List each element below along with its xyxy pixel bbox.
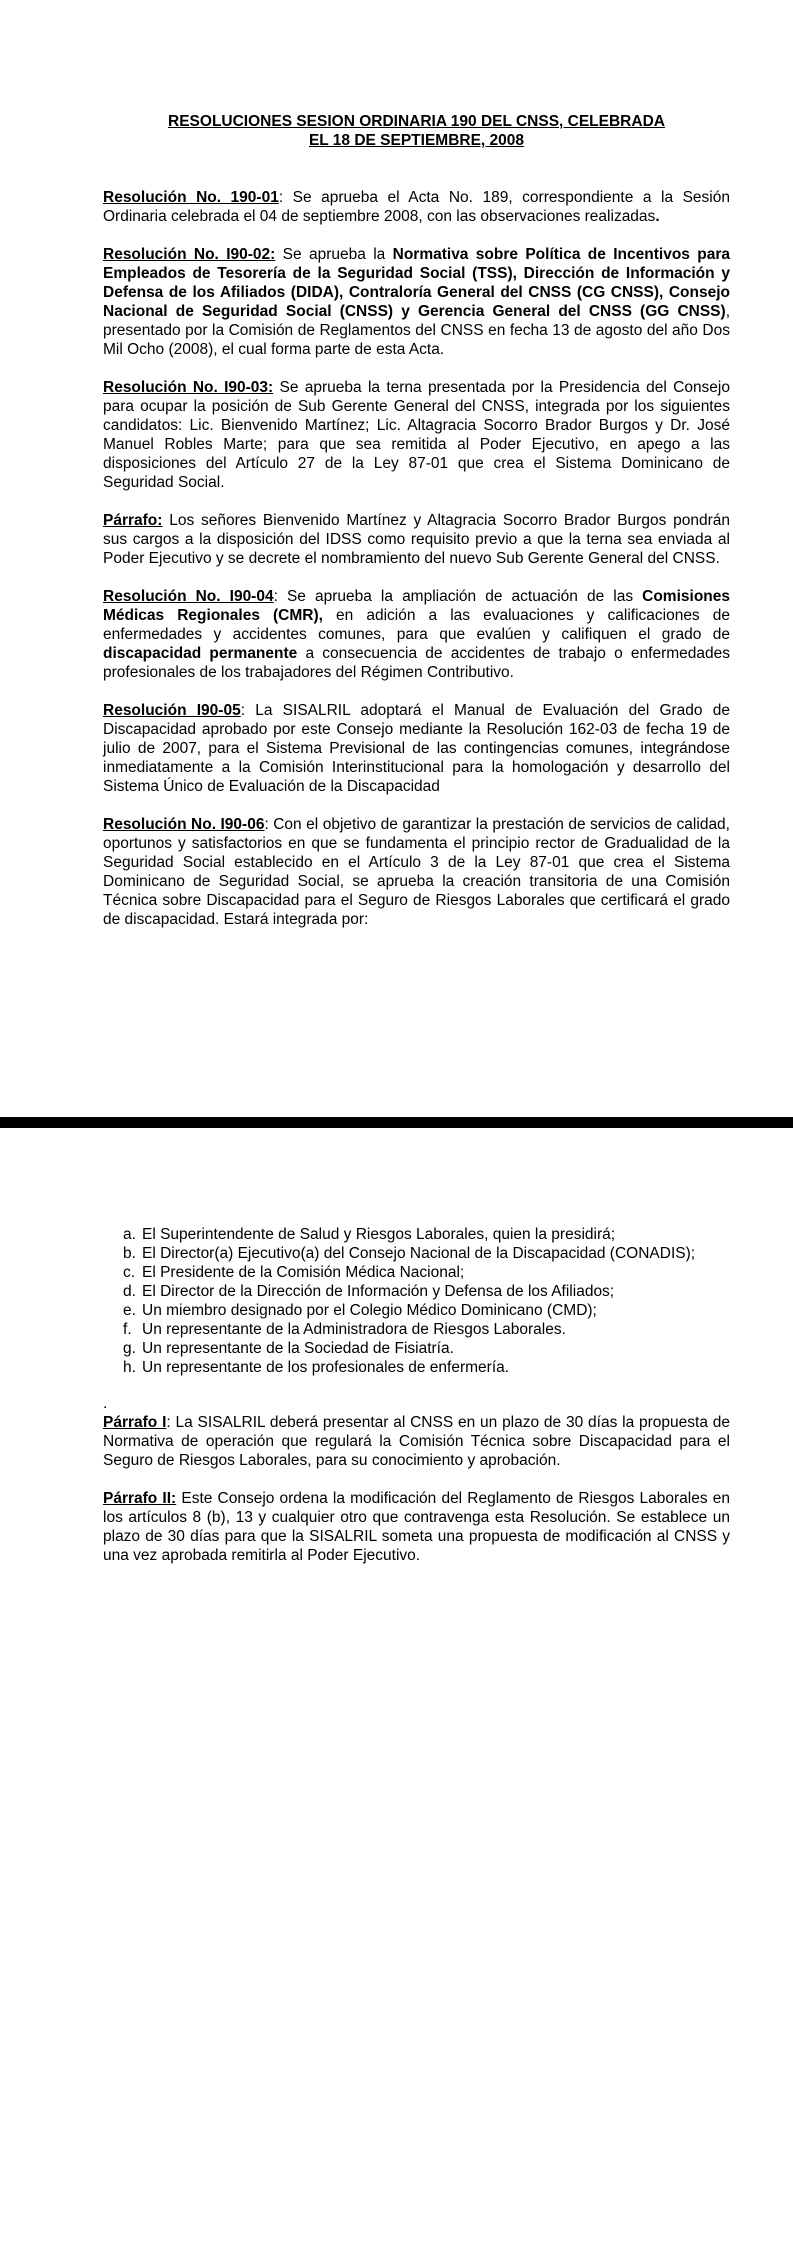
commission-member-c: El Presidente de la Comisión Médica Nacional; <box>142 1264 465 1281</box>
parrafo-r03-heading: Párrafo: <box>103 512 163 529</box>
commission-member-h: Un representante de los profesionales de enfermería. <box>142 1359 510 1376</box>
parrafo-i-body: : La SISALRIL deberá presentar al CNSS en un plazo de 30 días la propuesta de Normativa de operación que regulará la Comisión Técnica sobre Discapacidad para el Seguro de Riesgos Laborales, para su conocimiento y aprobación. <box>103 1414 730 1469</box>
resolution-190-01-heading: Resolución No. 190-01 <box>103 189 279 206</box>
resolution-190-04-mid: en adición a las evaluaciones y calificaciones de enfermedades y accidentes comunes, para que evalúen y califiquen el grado de <box>103 607 731 643</box>
parrafo-r03-body: Los señores Bienvenido Martínez y Altagracia Socorro Brador Burgos pondrán sus cargos a la disposición del IDSS como requisito previo a que la terna sea enviada al Poder Ejecutivo y se decrete el nombramiento del nuevo Sub Gerente General del CNSS. <box>103 512 730 567</box>
parrafo-i-paragraph <box>103 1413 730 1470</box>
stray-period: . <box>103 1395 108 1412</box>
resolution-190-02-bold-text: Normativa sobre Política de Incentivos para Empleados de Tesorería de la Seguridad Social (TSS), Dirección de Información y Defensa de los Afiliados (DIDA), Contraloría General del CNSS (CG CNSS), Consejo Nacional de Seguridad Social (CNSS) y Gerencia General del CNSS (GG CNSS) <box>103 246 730 320</box>
title-line-1: RESOLUCIONES SESION ORDINARIA 190 DEL CNSS, CELEBRADA <box>168 113 665 130</box>
parrafo-ii-paragraph <box>103 1489 730 1565</box>
resolution-190-04-lead: : Se aprueba la ampliación de actuación de las <box>273 588 643 605</box>
commission-member-d: El Director de la Dirección de Información y Defensa de los Afiliados; <box>142 1283 615 1300</box>
commission-member-g: Un representante de la Sociedad de Fisiatría. <box>142 1340 454 1357</box>
resolution-190-03-body: Se aprueba la terna presentada por la Presidencia del Consejo para ocupar la posición de Sub Gerente General del CNSS, integrada por los siguientes candidatos: Lic. Bienvenido Martínez; Lic. Altagracia Socorro Brador Burgos y Dr. José Manuel Robles Marte; para que sea remitida al Poder Ejecutivo, en apego a las disposiciones del Artículo 27 de la Ley 87-01 que crea el Sistema Dominicano de Seguridad Social. <box>103 379 730 491</box>
parrafo-ii-heading: Párrafo II: <box>103 1490 177 1507</box>
resolution-190-03-heading: Resolución No. I90-03: <box>103 379 274 396</box>
commission-member-f: Un representante de la Administradora de Riesgos Laborales. <box>142 1321 566 1338</box>
parrafo-i-heading: Párrafo I <box>103 1414 167 1431</box>
resolution-190-01-paragraph <box>103 188 730 226</box>
title-line-2-wrap <box>103 131 730 150</box>
resolution-190-04-bold-cmr: Comisiones Médicas Regionales (CMR), <box>103 588 730 624</box>
title-line-2: EL 18 DE SEPTIEMBRE, 2008 <box>308 132 525 149</box>
resolution-190-03-paragraph <box>103 378 730 492</box>
title-line-1-wrap <box>103 112 730 131</box>
commission-members-list <box>103 1225 730 1377</box>
page-2-content <box>103 1225 730 1584</box>
resolution-190-06-body: : Con el objetivo de garantizar la prestación de servicios de calidad, oportunos y satisfactorios en que se fundamenta el principio rector de Gradualidad de la Seguridad Social establecido en el Artículo 3 de la Ley 87-01 que crea el Sistema Dominicano de Seguridad Social, se aprueba la creación transitoria de una Comisión Técnica sobre Discapacidad para el Seguro de Riesgos Laborales que certificará el grado de discapacidad. Estará integrada por: <box>103 816 730 928</box>
resolution-190-05-paragraph <box>103 701 730 796</box>
resolution-190-02-paragraph <box>103 245 730 359</box>
resolution-190-01-tail: . <box>655 208 660 225</box>
commission-member-e: Un miembro designado por el Colegio Médico Dominicano (CMD); <box>142 1302 597 1319</box>
resolution-190-04-bold-discapacidad: discapacidad permanente <box>103 645 298 662</box>
resolution-190-02-heading: Resolución No. I90-02: <box>103 246 276 263</box>
resolution-190-01-body: : Se aprueba el Acta No. 189, correspondiente a la Sesión Ordinaria celebrada el 04 de septiembre 2008, con las observaciones realizadas <box>103 189 730 225</box>
resolution-190-05-body: : La SISALRIL adoptará el Manual de Evaluación del Grado de Discapacidad aprobado por este Consejo mediante la Resolución 162-03 de fecha 19 de julio de 2007, para el Sistema Previsional de las contingencias comunes, integrándose inmediatamente a la Comisión Interinstitucional para la homologación y desarrollo del Sistema Único de Evaluación de la Discapacidad <box>103 702 730 795</box>
parrafo-r03-paragraph <box>103 511 730 568</box>
resolution-190-05-heading: Resolución I90-05 <box>103 702 241 719</box>
commission-member-b: El Director(a) Ejecutivo(a) del Consejo Nacional de la Discapacidad (CONADIS); <box>142 1245 696 1262</box>
resolution-190-04-paragraph <box>103 587 730 682</box>
commission-member-a: El Superintendente de Salud y Riesgos Laborales, quien la presidirá; <box>142 1226 616 1243</box>
page-break-bar <box>0 1117 793 1128</box>
resolution-190-06-heading: Resolución No. I90-06 <box>103 816 265 833</box>
parrafo-ii-body: Este Consejo ordena la modificación del Reglamento de Riesgos Laborales en los artículos 8 (b), 13 y cualquier otro que contravenga esta Resolución. Se establece un plazo de 30 días para que la SISALRIL someta una propuesta de modificación al CNSS y una vez aprobada remitirla al Poder Ejecutivo. <box>103 1490 730 1564</box>
document-title <box>103 112 730 150</box>
resolution-190-06-paragraph <box>103 815 730 929</box>
page-1-content <box>103 112 730 948</box>
resolution-190-04-rest: a consecuencia de accidentes de trabajo o enfermedades profesionales de los trabajadores del Régimen Contributivo. <box>103 645 731 681</box>
resolution-190-02-rest: , presentado por la Comisión de Reglamentos del CNSS en fecha 13 de agosto del año Dos Mil Ocho (2008), el cual forma parte de esta Acta. <box>103 303 730 358</box>
resolution-190-04-heading: Resolución No. I90-04 <box>103 588 274 605</box>
resolution-190-02-lead: Se aprueba la <box>275 246 393 263</box>
